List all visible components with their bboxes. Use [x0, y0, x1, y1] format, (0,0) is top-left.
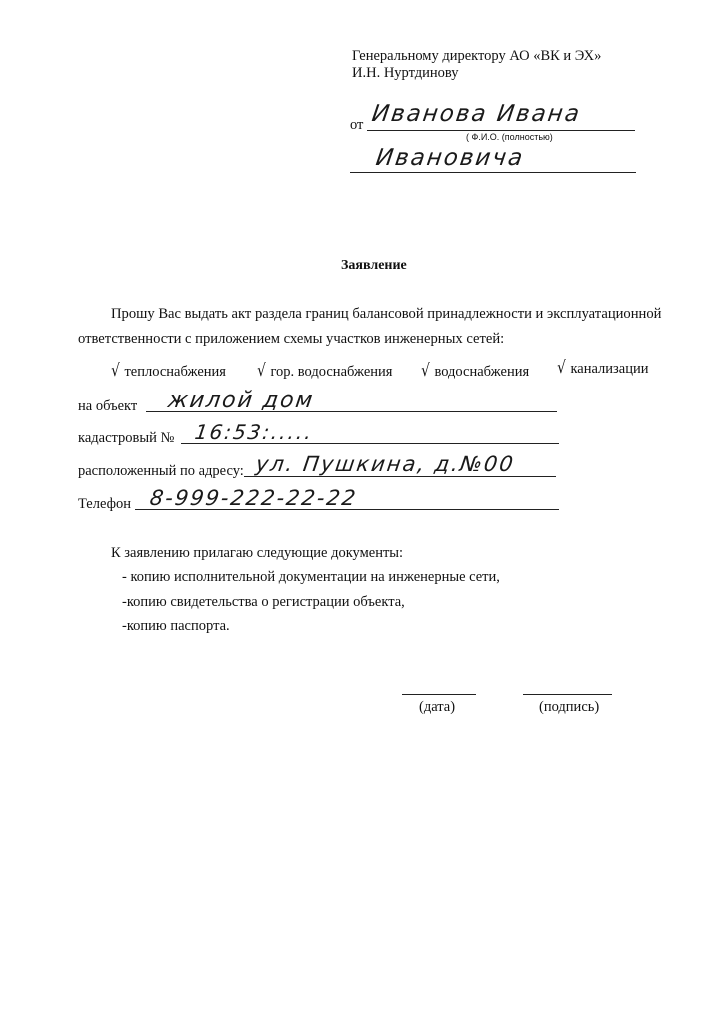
attachment-item: -копию паспорта.: [122, 618, 230, 634]
service-label: теплоснабжения: [124, 364, 226, 380]
phone-label: Телефон: [78, 496, 131, 512]
attachment-item: -копию свидетельства о регистрации объекта,: [122, 594, 405, 610]
service-label: канализации: [570, 361, 649, 377]
body-paragraph-line-2: ответственности с приложением схемы участков инженерных сетей:: [78, 331, 505, 347]
fio-caption: ( Ф.И.О. (полностью): [466, 132, 553, 142]
service-label: водоснабжения: [434, 364, 530, 380]
from-patronymic-handwritten: Ивановича: [374, 145, 526, 171]
address-line: [244, 476, 556, 477]
address-value: ул. Пушкина, д.№00: [254, 452, 517, 476]
attachment-item: - копию исполнительной документации на инженерные сети,: [122, 569, 500, 585]
date-label: (дата): [419, 699, 456, 715]
service-item-sewer: [556, 358, 649, 378]
from-name-handwritten: Иванова Ивана: [370, 101, 583, 127]
service-label: гор. водоснабжения: [270, 364, 393, 380]
document-title: Заявление: [341, 258, 407, 273]
cadastral-value: 16:53:.....: [193, 420, 315, 444]
check-mark-icon: √: [557, 358, 566, 378]
signature-label: (подпись): [539, 699, 600, 715]
check-mark-icon: √: [257, 361, 266, 381]
from-label: от: [350, 117, 364, 133]
signature-line: [523, 694, 612, 695]
date-line: [402, 694, 476, 695]
service-item-heat: [110, 361, 226, 381]
phone-line: [135, 509, 559, 510]
recipient-line-2: И.Н. Нуртдинову: [352, 65, 459, 81]
address-label: расположенный по адресу:: [78, 463, 244, 479]
attachments-intro: К заявлению прилагаю следующие документы:: [111, 545, 404, 561]
object-line: [146, 411, 557, 412]
check-mark-icon: √: [421, 361, 430, 381]
object-value: жилой дом: [166, 388, 316, 413]
recipient-line-1: Генеральному директору АО «ВК и ЭХ»: [352, 48, 602, 64]
from-name-line: [367, 130, 635, 131]
phone-value: 8-999-222-22-22: [148, 486, 359, 510]
object-label: на объект: [78, 398, 138, 414]
cadastral-label: кадастровый №: [78, 430, 175, 446]
service-item-hot-water: [256, 361, 392, 381]
cadastral-line: [181, 443, 559, 444]
from-patronymic-line: [350, 172, 636, 173]
body-paragraph-line-1: Прошу Вас выдать акт раздела границ балансовой принадлежности и эксплуатационной: [111, 306, 662, 322]
service-item-water: [420, 361, 529, 381]
check-mark-icon: √: [111, 361, 120, 381]
